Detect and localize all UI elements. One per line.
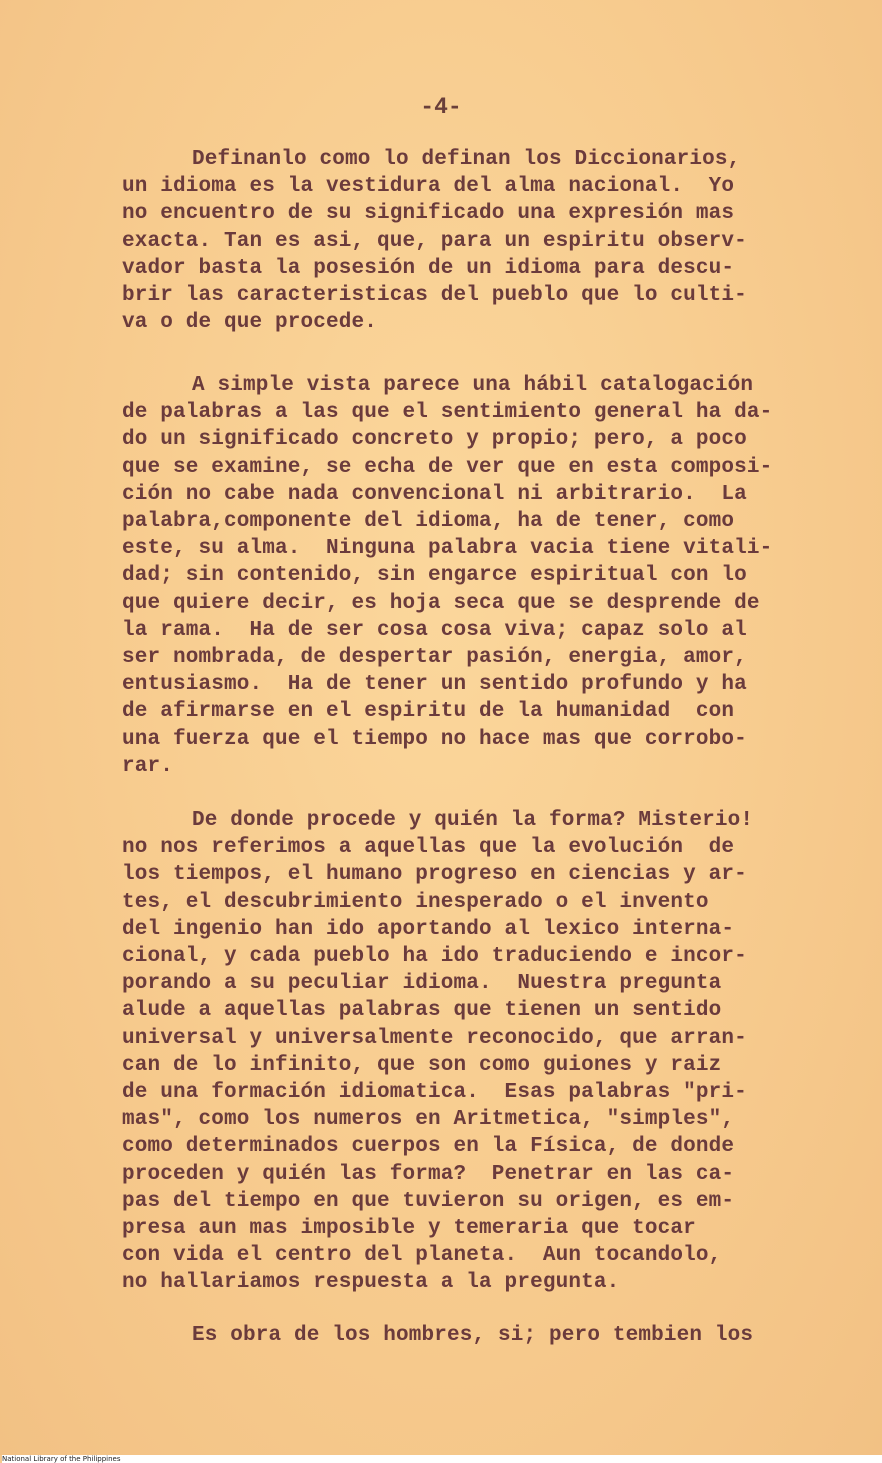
text-line: pas del tiempo en que tuvieron su origen, es em- xyxy=(122,1189,735,1213)
text-line: De donde procede y quién la forma? Misterio! xyxy=(192,809,754,832)
text-line: dad; sin contenido, sin engarce espiritual con lo xyxy=(122,564,747,588)
text-line: los tiempos, el humano progreso en ciencias y ar- xyxy=(122,863,747,887)
text-line: la rama. Ha de ser cosa cosa viva; capaz solo al xyxy=(122,618,747,642)
text-line: universal y universalmente reconocido, que arran- xyxy=(122,1026,747,1050)
text-line: no hallariamos respuesta a la pregunta. xyxy=(122,1271,620,1295)
text-line: A simple vista parece una hábil catalogación xyxy=(192,374,754,397)
text-line: ción no cabe nada convencional ni arbitrario. La xyxy=(122,482,747,506)
text-line: cional, y cada pueblo ha ido traduciendo e incor- xyxy=(122,945,747,969)
text-line: como determinados cuerpos en la Física, de donde xyxy=(122,1135,735,1159)
text-line: mas", como los numeros en Aritmetica, "simples", xyxy=(122,1108,735,1132)
paragraph-2 xyxy=(122,372,822,780)
text-line: no nos referimos a aquellas que la evolución de xyxy=(122,836,735,860)
text-line: rar. xyxy=(122,754,174,778)
text-line: palabra,componente del idioma, ha de tener, como xyxy=(122,510,735,534)
text-line: de afirmarse en el espiritu de la humanidad con xyxy=(122,700,735,724)
library-credit: National Library of the Philippines xyxy=(2,1455,882,1463)
text-line: can de lo infinito, que son como guiones y raiz xyxy=(122,1053,722,1077)
text-line: no encuentro de su significado una expresión mas xyxy=(122,202,735,226)
text-line: Definanlo como lo definan los Diccionarios, xyxy=(192,148,741,171)
text-line: vador basta la posesión de un idioma para descu- xyxy=(122,256,735,280)
text-line: una fuerza que el tiempo no hace mas que corrobo- xyxy=(122,727,747,751)
paragraph-4 xyxy=(122,1322,822,1349)
text-line: que se examine, se echa de ver que en esta composi- xyxy=(122,455,773,479)
text-line: Es obra de los hombres, si; pero tembien los xyxy=(192,1324,754,1347)
text-line: exacta. Tan es asi, que, para un espiritu observ- xyxy=(122,229,747,253)
text-line: de una formación idiomatica. Esas palabras "pri- xyxy=(122,1081,747,1105)
text-line: do un significado concreto y propio; pero, a poco xyxy=(122,428,747,452)
text-line: este, su alma. Ninguna palabra vacia tiene vitali- xyxy=(122,537,773,561)
text-line: entusiasmo. Ha de tener un sentido profundo y ha xyxy=(122,673,747,697)
paragraph-1 xyxy=(122,146,822,336)
text-line: proceden y quién las forma? Penetrar en las ca- xyxy=(122,1162,735,1186)
text-line: alude a aquellas palabras que tienen un sentido xyxy=(122,999,722,1023)
text-line: brir las caracteristicas del pueblo que lo culti- xyxy=(122,284,747,308)
text-line: porando a su peculiar idioma. Nuestra pregunta xyxy=(122,972,722,996)
text-line: un idioma es la vestidura del alma nacional. Yo xyxy=(122,175,735,199)
text-line: tes, el descubrimiento inesperado o el invento xyxy=(122,890,709,914)
paragraph-3 xyxy=(122,807,822,1297)
text-line: de palabras a las que el sentimiento general ha da- xyxy=(122,401,773,425)
page-number: -4- xyxy=(420,94,462,120)
text-line: presa aun mas imposible y temeraria que tocar xyxy=(122,1217,696,1241)
text-line: del ingenio han ido aportando al lexico interna- xyxy=(122,917,735,941)
text-line: con vida el centro del planeta. Aun tocandolo, xyxy=(122,1244,722,1268)
text-line: que quiere decir, es hoja seca que se desprende de xyxy=(122,591,760,615)
text-line: ser nombrada, de despertar pasión, energia, amor, xyxy=(122,646,747,670)
text-line: va o de que procede. xyxy=(122,311,378,335)
